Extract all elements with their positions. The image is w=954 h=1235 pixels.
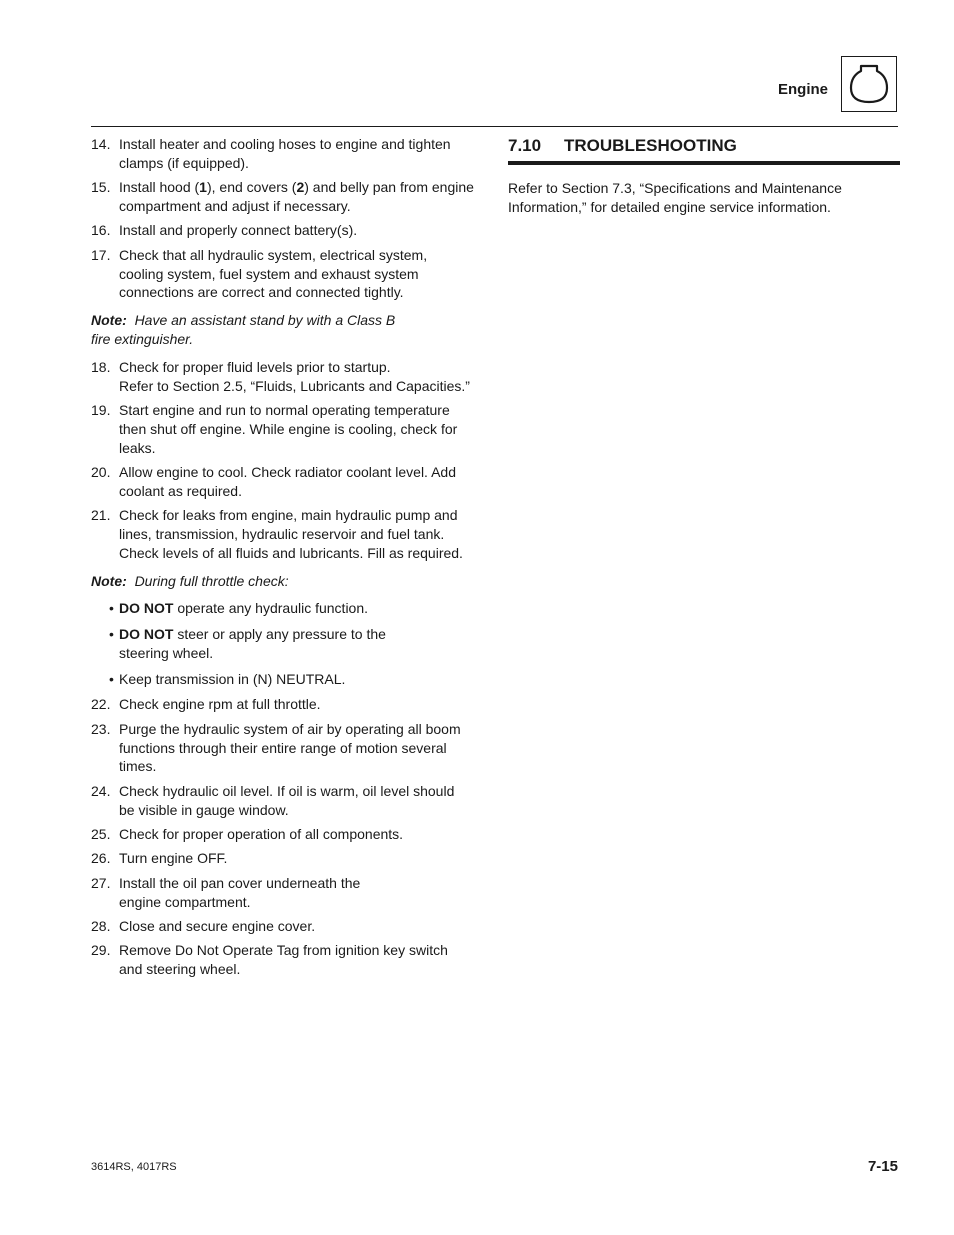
header-title: Engine: [777, 81, 828, 98]
list-item: [91, 463, 481, 501]
list-item: [91, 401, 481, 457]
item-line: cooling system, fuel system and exhaust system: [119, 265, 419, 282]
item-line: Install heater and cooling hoses to engine and tighten: [119, 136, 451, 152]
note-text-1: Have an assistant stand by with a Class B: [134, 312, 396, 329]
section-body: [508, 179, 900, 217]
item-line: Turn engine OFF.: [119, 850, 228, 867]
list-item: [91, 782, 481, 820]
bullet-dot-icon: •: [109, 600, 114, 617]
item-line: leaks.: [119, 439, 156, 456]
bullet-dot-icon: •: [109, 626, 114, 643]
section-body-line2: Information,” for detailed engine service information.: [508, 198, 831, 215]
bullet-text: operate any hydraulic function.: [173, 600, 369, 617]
item15-line2: compartment and adjust if necessary.: [119, 197, 351, 214]
item-line: clamps (if equipped).: [119, 154, 249, 171]
section-number: 7.10: [508, 136, 542, 155]
item-line: Check hydraulic oil level. If oil is warm, oil level should: [119, 782, 455, 799]
list-item: [91, 917, 481, 936]
list-item: [91, 246, 481, 302]
bullet-emphasis: DO NOT: [119, 626, 174, 643]
page-number: 7-15: [867, 1158, 898, 1175]
item-line: Close and secure engine cover.: [119, 918, 316, 935]
item15-text-c: ), end covers (: [206, 179, 297, 196]
item-line: coolant as required.: [119, 482, 242, 499]
item-number: 14.: [91, 136, 111, 152]
bullet-dot-icon: •: [109, 670, 114, 687]
item15-text-d: ) and belly pan from engine: [304, 179, 474, 196]
item-line: Refer to Section 2.5, “Fluids, Lubricants and Capacities.”: [119, 377, 470, 394]
item-number: 15.: [91, 179, 111, 196]
bullet-text-line2: steering wheel.: [119, 644, 214, 661]
item-line: Check levels of all fluids and lubricants. Fill as required.: [119, 544, 463, 561]
engine-icon: [847, 62, 891, 106]
list-item-15: [91, 178, 481, 216]
section-heading: [508, 135, 900, 157]
note-text: During full throttle check:: [134, 572, 289, 589]
list-item: [91, 941, 481, 979]
item-number: 21.: [91, 507, 111, 524]
list-item: [91, 358, 481, 396]
item-line: Allow engine to cool. Check radiator coolant level. Add: [119, 463, 456, 480]
item-line: engine compartment.: [119, 893, 251, 910]
item-number: 29.: [91, 942, 111, 959]
item-number: 19.: [91, 401, 111, 418]
list-item: [91, 221, 481, 240]
bullet-item: [91, 670, 481, 689]
item-number: 28.: [91, 918, 111, 935]
item-number: 23.: [91, 720, 111, 737]
item-number: 16.: [91, 222, 111, 239]
list-item: [91, 135, 481, 173]
item-line: Check for leaks from engine, main hydraulic pump and: [119, 507, 458, 524]
note-text-2: fire extinguisher.: [91, 330, 194, 347]
note-label: Note:: [91, 312, 127, 329]
item-line: Install and properly connect battery(s).: [119, 222, 358, 239]
bullet-emphasis: DO NOT: [119, 600, 174, 617]
item15-text-a: Install hood (: [119, 179, 200, 196]
item-line: Check that all hydraulic system, electrical system,: [119, 246, 428, 263]
item-number: 22.: [91, 696, 111, 713]
right-column: [508, 135, 900, 217]
item15-callout-2: 2: [296, 179, 305, 196]
item-line: Check engine rpm at full throttle.: [119, 696, 321, 713]
item-line: Purge the hydraulic system of air by operating all boom: [119, 720, 461, 737]
list-item: [91, 720, 481, 776]
item-number: 20.: [91, 463, 111, 480]
item-line: lines, transmission, hydraulic reservoir and fuel tank.: [119, 525, 445, 542]
item-line: Install the oil pan cover underneath the: [119, 874, 361, 891]
list-item: [91, 825, 481, 844]
footer-models: 3614RS, 4017RS: [91, 1161, 177, 1173]
item-line: Start engine and run to normal operating temperature: [119, 401, 450, 418]
section-body-line1: Refer to Section 7.3, “Specifications and Maintenance: [508, 180, 842, 196]
bullet-text: steer or apply any pressure to the: [173, 626, 386, 643]
list-item: [91, 874, 481, 912]
item-number: 25.: [91, 826, 111, 843]
item-line: Check for proper fluid levels prior to startup.: [119, 358, 391, 375]
list-item: [91, 695, 481, 714]
item-line: connections are correct and connected tightly.: [119, 284, 404, 301]
item-line: and steering wheel.: [119, 961, 241, 978]
item15-callout-1: 1: [199, 179, 207, 196]
item-number: 26.: [91, 850, 111, 867]
item-line: Remove Do Not Operate Tag from ignition key switch: [119, 942, 448, 959]
item-line: times.: [119, 758, 157, 775]
left-column: [91, 135, 481, 985]
item-number: 18.: [91, 358, 111, 375]
header-icon-box: [841, 56, 897, 112]
bullet-item: [91, 625, 481, 663]
item-number: 17.: [91, 246, 111, 263]
item-number: 27.: [91, 874, 111, 891]
list-item: [91, 506, 481, 562]
item-number: 24.: [91, 782, 111, 799]
item-line: then shut off engine. While engine is cooling, check for: [119, 420, 458, 437]
section-rule: [508, 161, 900, 165]
note-throttle: [91, 572, 481, 591]
section-title: TROUBLESHOOTING: [564, 136, 737, 155]
item-line: Check for proper operation of all components.: [119, 826, 404, 843]
note-label: Note:: [91, 572, 127, 589]
bullet-text: Keep transmission in (N) NEUTRAL.: [119, 670, 346, 687]
header-rule: [91, 126, 898, 127]
bullet-item: [91, 599, 481, 618]
list-item: [91, 849, 481, 868]
item-line: functions through their entire range of motion several: [119, 739, 447, 756]
note-extinguisher: [91, 311, 481, 349]
item-line: be visible in gauge window.: [119, 801, 289, 818]
